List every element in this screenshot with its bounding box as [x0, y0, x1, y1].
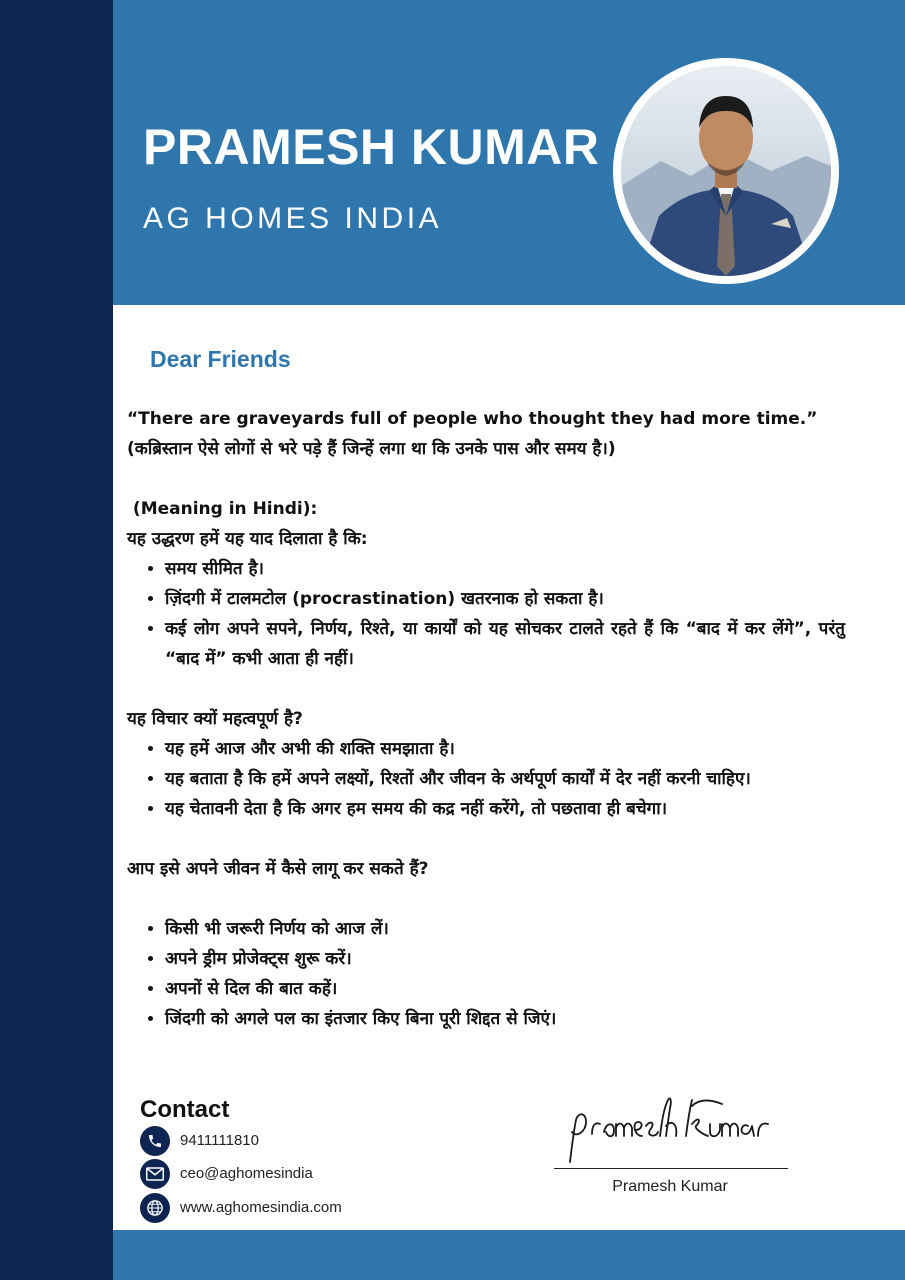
profile-photo-frame [613, 58, 839, 284]
contact-section [140, 1096, 342, 1216]
list-item: • ज़िंदगी में टालमटोल (procrastination) खतरनाक हो सकता है। [165, 584, 845, 614]
signature-block [552, 1090, 788, 1200]
handwritten-signature [552, 1090, 788, 1170]
list-item: • अपनों से दिल की बात कहें। [165, 974, 845, 1004]
spacer [127, 824, 845, 854]
apply-heading: आप इसे अपने जीवन में कैसे लागू कर सकते हैं? [127, 859, 429, 879]
letter-body [127, 404, 845, 1034]
greeting: Dear Friends [150, 346, 291, 372]
spacer [127, 674, 845, 704]
quote-hindi: (कब्रिस्तान ऐसे लोगों से भरे पड़े हैं जिन्हें लगा था कि उनके पास और समय है।) [127, 439, 616, 459]
globe-icon [140, 1193, 170, 1223]
list-item: • किसी भी जरूरी निर्णय को आज लें। [165, 914, 845, 944]
phone-icon [140, 1126, 170, 1156]
list-item: • यह चेतावनी देता है कि अगर हम समय की कद्र नहीं करेंगे, तो पछतावा ही बचेगा। [165, 794, 845, 824]
left-navy-band [0, 0, 113, 1280]
list-item: • कई लोग अपने सपने, निर्णय, रिश्ते, या कार्यों को यह सोचकर टालते रहते हैं कि “बाद में कर लेंगे”, परंतु “बाद में” कभी आता ही नहीं। [165, 614, 845, 674]
contact-phone-row[interactable] [140, 1126, 440, 1156]
footer-band [113, 1230, 905, 1280]
meaning-intro: यह उद्धरण हमें यह याद दिलाता है कि: [127, 529, 368, 549]
contact-email: ceo@aghomesindia [180, 1165, 313, 1182]
list-item: • यह बताता है कि हमें अपने लक्ष्यों, रिश्तों और जीवन के अर्थपूर्ण कार्यों में देर नहीं करनी चाहिए। [165, 764, 845, 794]
why-list [127, 734, 845, 824]
header-banner [113, 0, 905, 305]
contact-phone: 9411111810 [180, 1132, 259, 1149]
spacer [127, 464, 845, 494]
contact-website-row[interactable] [140, 1193, 440, 1223]
signature-line [554, 1168, 788, 1169]
header-name: PRAMESH KUMAR [143, 119, 600, 175]
list-item: • जिंदगी को अगले पल का इंतजार किए बिना पूरी शिद्दत से जिएं। [165, 1004, 845, 1034]
list-item: • समय सीमित है। [165, 554, 845, 584]
spacer [127, 884, 845, 914]
meaning-heading: (Meaning in Hindi): [127, 499, 318, 519]
signature-name: Pramesh Kumar [612, 1178, 728, 1195]
profile-photo [621, 66, 831, 276]
mail-icon [140, 1159, 170, 1189]
contact-title: Contact [140, 1096, 230, 1123]
meaning-list [127, 554, 845, 674]
list-item: • अपने ड्रीम प्रोजेक्ट्स शुरू करें। [165, 944, 845, 974]
apply-list [127, 914, 845, 1034]
contact-email-row[interactable] [140, 1159, 440, 1189]
why-heading: यह विचार क्यों महत्वपूर्ण है? [127, 709, 303, 729]
quote-english: “There are graveyards full of people who thought they had more time.” [127, 409, 818, 429]
contact-website: www.aghomesindia.com [180, 1199, 342, 1216]
header-company: AG HOMES INDIA [143, 202, 443, 235]
list-item: • यह हमें आज और अभी की शक्ति समझाता है। [165, 734, 845, 764]
